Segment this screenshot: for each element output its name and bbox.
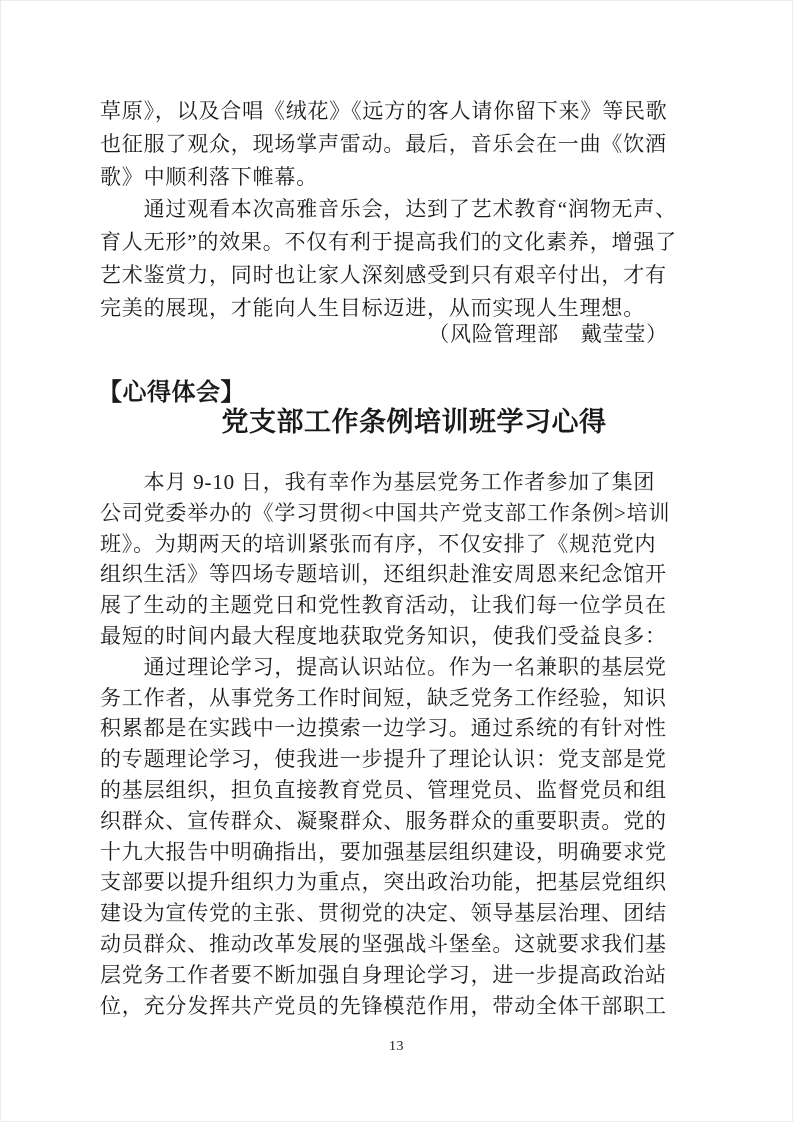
paragraph-closing — [100, 95, 688, 193]
text-line: 十九大报告中明确指出，要加强基层组织建设，明确要求党 — [100, 839, 667, 864]
text-line: 层党务工作者要不断加强自身理论学习，进一步提高政治站 — [100, 962, 667, 987]
text-line: 务工作者，从事党务工作时间短，缺乏党务工作经验，知识 — [100, 685, 667, 710]
text-line: 草原》，以及合唱《绒花》《远方的客人请你留下来》等民歌 — [100, 99, 668, 123]
text-line: 歌》中顺利落下帷幕。 — [100, 164, 318, 189]
text-line: 最短的时间内最大程度地获取党务知识，使我们受益良多： — [100, 623, 667, 648]
paragraph-summary — [100, 193, 688, 324]
text-line: 班》。为期两天的培训紧张而有序，不仅安排了《规范党内 — [100, 531, 657, 556]
text-line: 的基层组织，担负直接教育党员、管理党员、监督党员和组 — [100, 777, 667, 802]
text-line: 动员群众、推动改革发展的坚强战斗堡垒。这就要求我们基 — [100, 931, 667, 956]
author-signature: （风险管理部 戴莹莹） — [428, 322, 668, 346]
text-line: 织群众、宣传群众、凝聚群众、服务群众的重要职责。党的 — [100, 808, 667, 833]
text-line: 位，充分发挥共产党员的先锋模范作用，带动全体干部职工 — [100, 993, 667, 1018]
text-line: 建设为宣传党的主张、贯彻党的决定、领导基层治理、团结 — [100, 901, 667, 926]
text-line: 公司党委举办的《学习贯彻<中国共产党支部工作条例>培训 — [100, 500, 671, 525]
article-title: 党支部工作条例培训班学习心得 — [221, 407, 607, 437]
text-line: 通过观看本次高雅音乐会，达到了艺术教育“润物无声、 — [100, 197, 677, 222]
text-line: 艺术鉴赏力，同时也让家人深刻感受到只有艰辛付出，才有 — [100, 262, 667, 287]
text-line: 展了生动的主题党日和党性教育活动，让我们每一位学员在 — [100, 593, 667, 618]
text-line: 积累都是在实践中一边摸索一边学习。通过系统的有针对性 — [100, 716, 667, 741]
text-line: 育人无形”的效果。不仅有利于提高我们的文化素养，增强了 — [100, 230, 677, 255]
text-line: 支部要以提升组织力为重点，突出政治功能，把基层党组织 — [100, 870, 667, 895]
text-line: 也征服了观众，现场掌声雷动。最后，音乐会在一曲《饮酒 — [100, 131, 667, 156]
ending-article-text — [100, 95, 688, 325]
text-line: 本月 9-10 日，我有幸作为基层党务工作者参加了集团 — [100, 470, 656, 494]
paragraph-theory-study — [100, 652, 688, 1022]
article-body-text — [100, 467, 688, 1021]
page-number: 13 — [389, 1039, 404, 1054]
paragraph-intro — [100, 467, 688, 652]
text-line: 组织生活》等四场专题培训，还组织赴淮安周恩来纪念馆开 — [100, 562, 667, 587]
text-line: 通过理论学习，提高认识站位。作为一名兼职的基层党 — [100, 654, 667, 679]
section-marker: 【心得体会】 — [98, 380, 245, 406]
text-line: 完美的展现，才能向人生目标迈进，从而实现人生理想。 — [100, 295, 645, 320]
text-line: 的专题理论学习，使我进一步提升了理论认识：党支部是党 — [100, 747, 667, 772]
